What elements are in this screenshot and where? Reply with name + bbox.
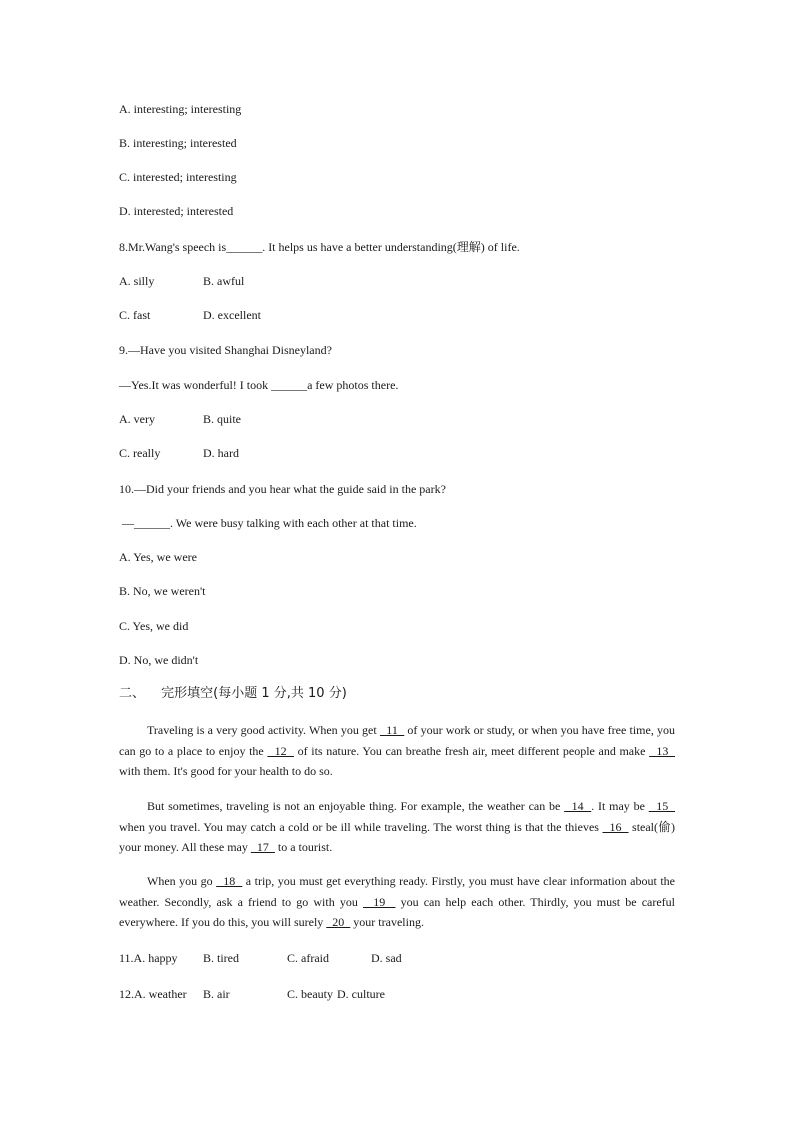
- section-number: 二、: [119, 686, 146, 701]
- q10-option-d: D. No, we didn't: [119, 653, 199, 667]
- q8-option-d: D. excellent: [203, 308, 261, 322]
- q9-blank: ______: [271, 378, 308, 392]
- passage-text: to a tourist.: [274, 840, 333, 854]
- q10-reply-end: . We were busy talking with each other at that time.: [170, 516, 417, 530]
- q8-stem-start: 8.Mr.Wang's speech is: [119, 240, 227, 254]
- q7-option-b: B. interesting; interested: [119, 136, 237, 150]
- blank-20: 20: [326, 915, 351, 929]
- q10-reply: [119, 515, 417, 531]
- q9-option-b: B. quite: [203, 412, 241, 426]
- passage-text: . It may be: [591, 799, 649, 813]
- q10-option-a: A. Yes, we were: [119, 550, 197, 564]
- q9-reply: [119, 377, 398, 393]
- q10-option-b: B. No, we weren't: [119, 584, 206, 598]
- q11-option-a: 11.A. happy: [119, 951, 178, 965]
- passage-text: your traveling.: [350, 915, 424, 929]
- passage-text: of its nature. You can breathe fresh air, meet different people and make: [293, 743, 650, 758]
- q8-option-b: B. awful: [203, 274, 245, 288]
- passage-text: you can help each other. Thirdly, you must be careful everywhere. If you do this, you will surely: [119, 894, 675, 929]
- q9-reply-end: a few photos there.: [307, 378, 399, 392]
- blank-13: 13: [649, 743, 676, 758]
- passage-text: with them. It's good for your health to do so.: [119, 764, 333, 778]
- passage-text: steal(偷) your money. All these may: [119, 819, 676, 854]
- q8-option-c: C. fast: [119, 308, 151, 322]
- blank-15: 15: [648, 799, 676, 813]
- q7-option-a: A. interesting; interesting: [119, 102, 242, 116]
- q11-option-c: C. afraid: [287, 951, 329, 965]
- blank-17: 17: [250, 840, 275, 854]
- q12-option-d: D. culture: [337, 987, 385, 1001]
- q9-stem: 9.—Have you visited Shanghai Disneyland?: [119, 343, 332, 357]
- passage-text: a trip, you must get everything ready. Firstly, you must have clear information about the weather. Secondly, ask a friend to go with you: [119, 874, 675, 909]
- q9-reply-start: —Yes.It was wonderful! I took: [119, 378, 272, 392]
- q8-option-a: A. silly: [119, 274, 155, 288]
- blank-16: 16: [602, 819, 629, 834]
- q10-reply-start: —: [119, 516, 134, 530]
- q9-option-d: D. hard: [203, 446, 239, 460]
- q10-blank: ______: [134, 516, 170, 530]
- q7-option-d: D. interested; interested: [119, 204, 234, 218]
- passage-text: when you travel. You may catch a cold or be ill while traveling. The worst thing is that the thieves: [119, 819, 603, 834]
- q8-stem-end: . It helps us have a better understanding(理解) of life.: [262, 240, 520, 254]
- q11-option-b: B. tired: [203, 951, 239, 965]
- passage-paragraph-2: [119, 796, 675, 858]
- passage-text: Traveling is a very good activity. When you get: [147, 723, 380, 737]
- q12-option-c: C. beauty: [287, 987, 333, 1001]
- passage-paragraph-3: [119, 871, 675, 933]
- blank-14: 14: [564, 799, 592, 813]
- section-heading: [119, 686, 347, 702]
- blank-12: 12: [267, 743, 294, 758]
- passage-text: But sometimes, traveling is not an enjoyable thing. For example, the weather can be: [147, 799, 565, 813]
- blank-11: 11: [379, 723, 405, 737]
- q8-stem: [119, 239, 520, 255]
- passage-text: of your work or study, or when you have free time, you can go to a place to enjoy the: [119, 723, 676, 758]
- q12-option-b: B. air: [203, 987, 230, 1001]
- q9-option-c: C. really: [119, 446, 161, 460]
- q10-stem: 10.—Did your friends and you hear what the guide said in the park?: [119, 482, 446, 496]
- q7-option-c: C. interested; interesting: [119, 170, 237, 184]
- passage-paragraph-1: [119, 720, 675, 782]
- blank-18: 18: [216, 874, 243, 888]
- q9-option-a: A. very: [119, 412, 155, 426]
- passage-text: When you go: [147, 874, 217, 888]
- q10-option-c: C. Yes, we did: [119, 619, 189, 633]
- q11-option-d: D. sad: [371, 951, 402, 965]
- q12-option-a: 12.A. weather: [119, 987, 187, 1001]
- q8-blank: ______: [226, 240, 263, 254]
- section-title: 完形填空(每小题 1 分,共 10 分): [161, 686, 347, 701]
- blank-19: 19: [362, 894, 396, 909]
